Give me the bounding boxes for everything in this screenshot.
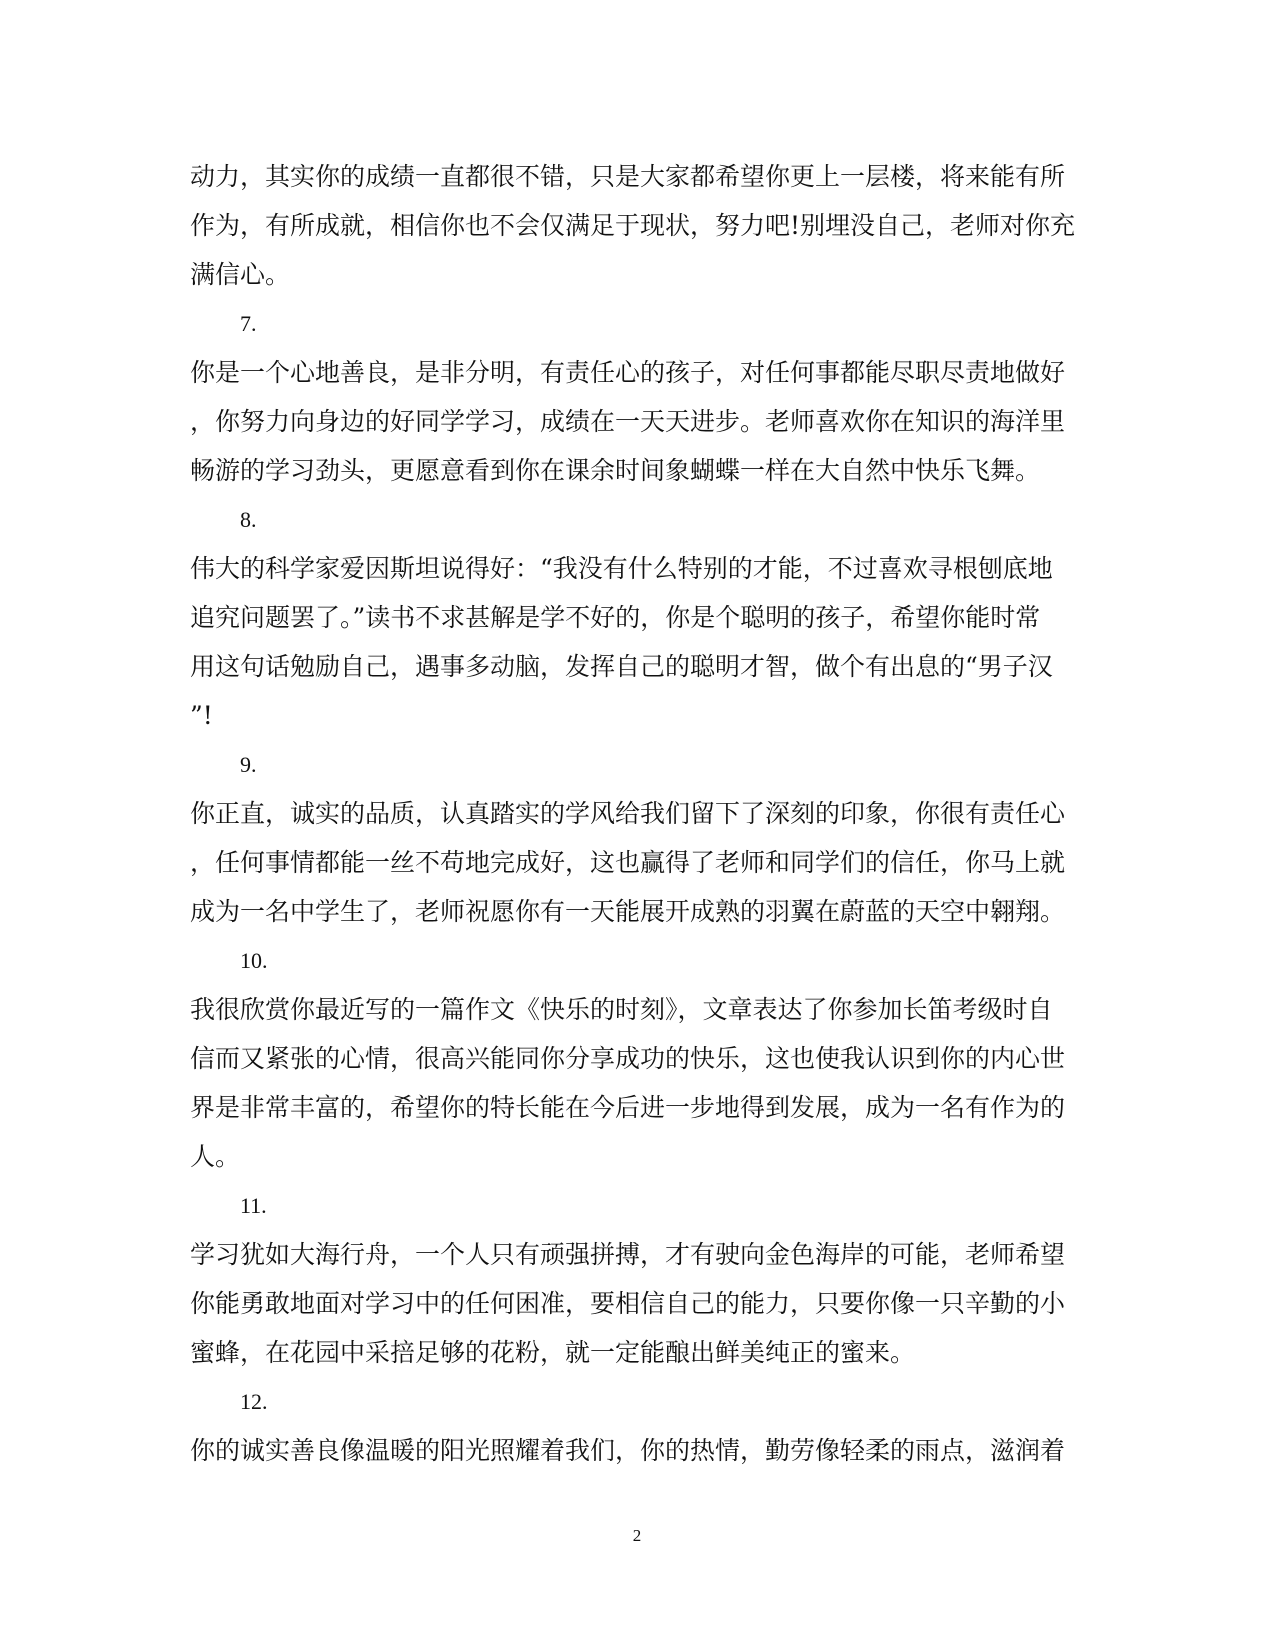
text-line: 蜜蜂，在花园中采掊足够的花粉，就一定能酿出鲜美纯正的蜜来。: [190, 1338, 916, 1367]
text-line: 你的诚实善良像温暖的阳光照耀着我们，你的热情，勤劳像轻柔的雨点，滋润着: [190, 1436, 1066, 1465]
document-body: [190, 152, 1090, 1475]
text-line: 你正直，诚实的品质，认真踏实的学风给我们留下了深刻的印象，你很有责任心: [190, 799, 1066, 828]
page-number: 2: [632, 1526, 642, 1545]
item-number: 12.: [240, 1389, 268, 1414]
text-line: 作为，有所成就，相信你也不会仅满足于现状，努力吧!别埋没自己，老师对你充: [190, 211, 1076, 240]
item-number: 7.: [240, 311, 257, 336]
text-line: 学习犹如大海行舟，一个人只有顽强拼搏，才有驶向金色海岸的可能，老师希望: [190, 1240, 1066, 1269]
text-line: 信而又紧张的心情，很高兴能同你分享成功的快乐，这也使我认识到你的内心世: [190, 1044, 1066, 1073]
text-line: 伟大的科学家爱因斯坦说得好：“我没有什么特别的才能，不过喜欢寻根刨底地: [190, 554, 1053, 583]
text-line: 追究问题罢了。”读书不求甚解是学不好的，你是个聪明的孩子，希望你能时常: [190, 603, 1041, 632]
text-line: ”!: [190, 701, 213, 730]
text-line: 动力，其实你的成绩一直都很不错，只是大家都希望你更上一层楼，将来能有所: [190, 162, 1066, 191]
text-line: 用这句话勉励自己，遇事多动脑，发挥自己的聪明才智，做个有出息的“男子汉: [190, 652, 1053, 681]
text-line: 界是非常丰富的，希望你的特长能在今后进一步地得到发展，成为一名有作为的: [190, 1093, 1066, 1122]
item-number: 9.: [240, 752, 257, 777]
text-line: 满信心。: [190, 260, 291, 289]
item-number: 8.: [240, 507, 257, 532]
text-line: 你能勇敢地面对学习中的任何困准，要相信自己的能力，只要你像一只辛勤的小: [190, 1289, 1066, 1318]
text-line: 人。: [190, 1142, 241, 1171]
text-line: ，任何事情都能一丝不苟地完成好，这也赢得了老师和同学们的信任，你马上就: [190, 848, 1066, 877]
item-number: 10.: [240, 948, 268, 973]
text-line: 畅游的学习劲头，更愿意看到你在课余时间象蝴蝶一样在大自然中快乐飞舞。: [190, 456, 1041, 485]
text-line: ，你努力向身边的好同学学习，成绩在一天天进步。老师喜欢你在知识的海洋里: [190, 407, 1066, 436]
text-line: 我很欣赏你最近写的一篇作文《快乐的时刻》，文章表达了你参加长笛考级时自: [190, 995, 1053, 1024]
item-number: 11.: [240, 1193, 267, 1218]
text-line: 你是一个心地善良，是非分明，有责任心的孩子，对任何事都能尽职尽责地做好: [190, 358, 1066, 387]
text-line: 成为一名中学生了，老师祝愿你有一天能展开成熟的羽翼在蔚蓝的天空中翱翔。: [190, 897, 1066, 926]
